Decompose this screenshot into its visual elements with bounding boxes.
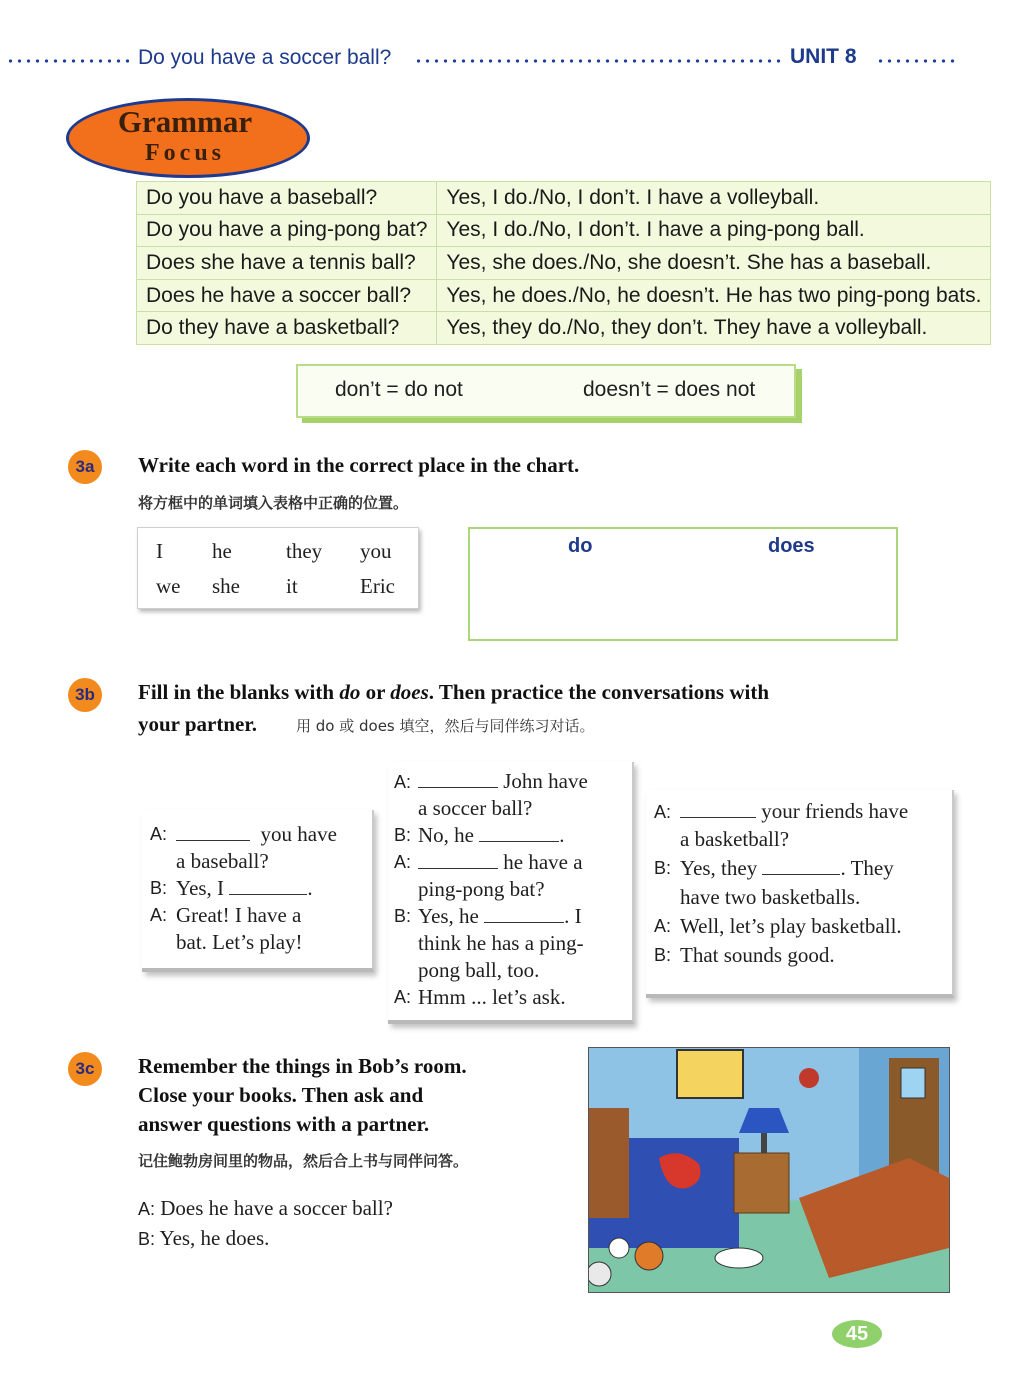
poster [677, 1050, 743, 1098]
door-window [901, 1068, 925, 1098]
header-dots-left [6, 59, 132, 63]
dialogue-line: think he has a ping- [418, 931, 584, 955]
dialogue-box-2 [388, 762, 634, 1024]
header-title: Do you have a soccer ball? [138, 46, 392, 69]
section-3c-line2: Close your books. Then ask and [138, 1083, 424, 1107]
baseball-cap [799, 1068, 819, 1088]
word-item: you [360, 539, 392, 563]
badge-subtitle: Focus [145, 140, 225, 166]
table-cell-question: Do they have a basketball? [137, 312, 437, 345]
answer-blank[interactable] [229, 894, 307, 895]
table-row [137, 247, 991, 280]
table-cell-question: Do you have a ping-pong bat? [137, 214, 437, 247]
section-3b-instruction [138, 680, 958, 705]
section-3c-chinese: 记住鲍勃房间里的物品，然后合上书与同伴问答。 [138, 1152, 469, 1170]
dialogue-line: Great! I have a [176, 903, 302, 927]
dialogue-line [680, 856, 894, 881]
answer-blank[interactable] [484, 922, 564, 923]
word-item: they [286, 539, 323, 563]
dialogue-line [680, 799, 908, 824]
speaker-label: A: [394, 772, 412, 792]
speaker-label: A: [138, 1199, 156, 1219]
speaker-label: B: [150, 878, 168, 898]
chart-header-does: does [768, 535, 815, 557]
dialogue-line: a baseball? [176, 849, 269, 873]
do-does-chart [468, 527, 898, 641]
word-item: it [286, 574, 298, 598]
contractions-box [296, 364, 796, 418]
speaker-label: A: [150, 905, 168, 925]
dialogue-line: have two basketballs. [680, 885, 861, 909]
dialogue-text: you have [260, 822, 337, 846]
section-3b-number: 3b [68, 678, 102, 712]
answer-blank[interactable] [762, 874, 840, 875]
dialogue-text: . I [564, 904, 582, 928]
instruction-does: does [390, 680, 429, 704]
section-3b-instruction-line2: your partner. [138, 712, 258, 736]
section-3c-line1: Remember the things in Bob’s room. [138, 1054, 467, 1078]
answer-blank[interactable] [479, 841, 559, 842]
dialogue-line: a basketball? [680, 827, 790, 851]
speaker-label: B: [138, 1229, 156, 1249]
example-answer [138, 1226, 269, 1251]
word-item: he [212, 539, 232, 563]
contraction-dont: don’t = do not [335, 378, 463, 401]
dialogue-line [418, 823, 565, 848]
dialogue-line: Well, let’s play basketball. [680, 914, 902, 938]
page-number: 45 [832, 1320, 882, 1348]
dialogue-line: That sounds good. [680, 943, 835, 967]
lamp-stand [761, 1133, 767, 1153]
answer-blank[interactable] [176, 840, 250, 841]
speaker-label: A: [394, 852, 412, 872]
table-row [137, 312, 991, 345]
dialogue-line: bat. Let’s play! [176, 930, 303, 954]
word-item: I [156, 539, 163, 563]
bobs-room-illustration [588, 1047, 950, 1293]
dialogue-text: Yes, he [418, 904, 479, 928]
speaker-label: A: [654, 916, 672, 936]
speaker-label: B: [394, 906, 412, 926]
dialogue-text: John have [503, 769, 588, 793]
table-cell-answer: Yes, I do./No, I don’t. I have a volleyball. [437, 182, 991, 215]
dialogue-text: Does he have a soccer ball? [160, 1196, 393, 1220]
answer-blank[interactable] [418, 787, 498, 788]
instruction-do: do [339, 680, 361, 704]
speaker-label: A: [150, 824, 168, 844]
answer-blank[interactable] [418, 868, 498, 869]
soccer-ball [609, 1238, 629, 1258]
dialogue-line: Hmm ... let’s ask. [418, 985, 566, 1009]
dialogue-text: . [307, 876, 313, 900]
dialogue-line [418, 904, 582, 929]
dialogue-line: pong ball, too. [418, 958, 540, 982]
contraction-doesnt: doesn’t = does not [583, 378, 756, 401]
speaker-label: B: [654, 945, 672, 965]
dialogue-line [418, 769, 588, 794]
section-3a-chinese: 将方框中的单词填入表格中正确的位置。 [138, 494, 409, 512]
sneakers [715, 1248, 763, 1268]
word-box [137, 527, 419, 609]
basketball [635, 1242, 663, 1270]
dialogue-text: Yes, I [176, 876, 225, 900]
page-header [0, 44, 1024, 74]
bed-headboard [589, 1108, 629, 1218]
speaker-label: B: [394, 825, 412, 845]
dialogue-text: he have a [503, 850, 583, 874]
answer-blank[interactable] [680, 817, 756, 818]
table-row [137, 214, 991, 247]
badge-title: Grammar [117, 104, 253, 139]
speaker-label: A: [394, 987, 412, 1007]
table-cell-answer: Yes, they do./No, they don’t. They have a volleyball. [437, 312, 991, 345]
dialogue-line: a soccer ball? [418, 796, 533, 820]
section-3b-chinese: 用 do 或 does 填空，然后与同伴练习对话。 [296, 717, 595, 735]
table-row [137, 279, 991, 312]
dialogue-text: No, he [418, 823, 474, 847]
header-dots-middle [414, 59, 784, 63]
section-3c-line3: answer questions with a partner. [138, 1112, 430, 1136]
table-cell-answer: Yes, I do./No, I don’t. I have a ping-pong ball. [437, 214, 991, 247]
speaker-label: A: [654, 802, 672, 822]
speaker-label: B: [654, 858, 672, 878]
table-cell-question: Does he have a soccer ball? [137, 279, 437, 312]
word-item: she [212, 574, 240, 598]
example-question [138, 1196, 393, 1221]
word-item: Eric [360, 574, 395, 598]
instruction-part: . Then practice the conversations with [428, 680, 770, 704]
dialogue-line [418, 850, 583, 875]
dialogue-box-1 [142, 810, 374, 972]
section-3a-instruction: Write each word in the correct place in the chart. [138, 453, 580, 477]
room-scene [589, 1048, 949, 1292]
word-item: we [156, 574, 181, 598]
grammar-table [136, 181, 991, 345]
dialogue-text: . They [840, 856, 894, 880]
dialogue-text: . [559, 823, 565, 847]
instruction-part: or [360, 680, 391, 704]
dialogue-line [176, 876, 313, 901]
dialogue-text: your friends have [761, 799, 909, 823]
dialogue-line: ping-pong bat? [418, 877, 545, 901]
table-cell-question: Do you have a baseball? [137, 182, 437, 215]
table-cell-question: Does she have a tennis ball? [137, 247, 437, 280]
dialogue-box-3 [646, 790, 954, 998]
dialogue-line [176, 822, 337, 847]
instruction-part: Fill in the blanks with [138, 680, 340, 704]
volleyball [589, 1262, 611, 1286]
dialogue-text: Yes, they [680, 856, 758, 880]
dialogue-text: Yes, he does. [159, 1226, 270, 1250]
header-unit: UNIT 8 [790, 45, 857, 68]
table-cell-answer: Yes, she does./No, she doesn’t. She has a baseball. [437, 247, 991, 280]
header-dots-right [876, 59, 956, 63]
section-3a-number: 3a [68, 450, 102, 484]
chart-header-do: do [568, 535, 593, 557]
table-cell-answer: Yes, he does./No, he doesn’t. He has two ping-pong bats. [437, 279, 991, 312]
table-row [137, 182, 991, 215]
section-3c-number: 3c [68, 1052, 102, 1086]
nightstand [734, 1153, 789, 1213]
